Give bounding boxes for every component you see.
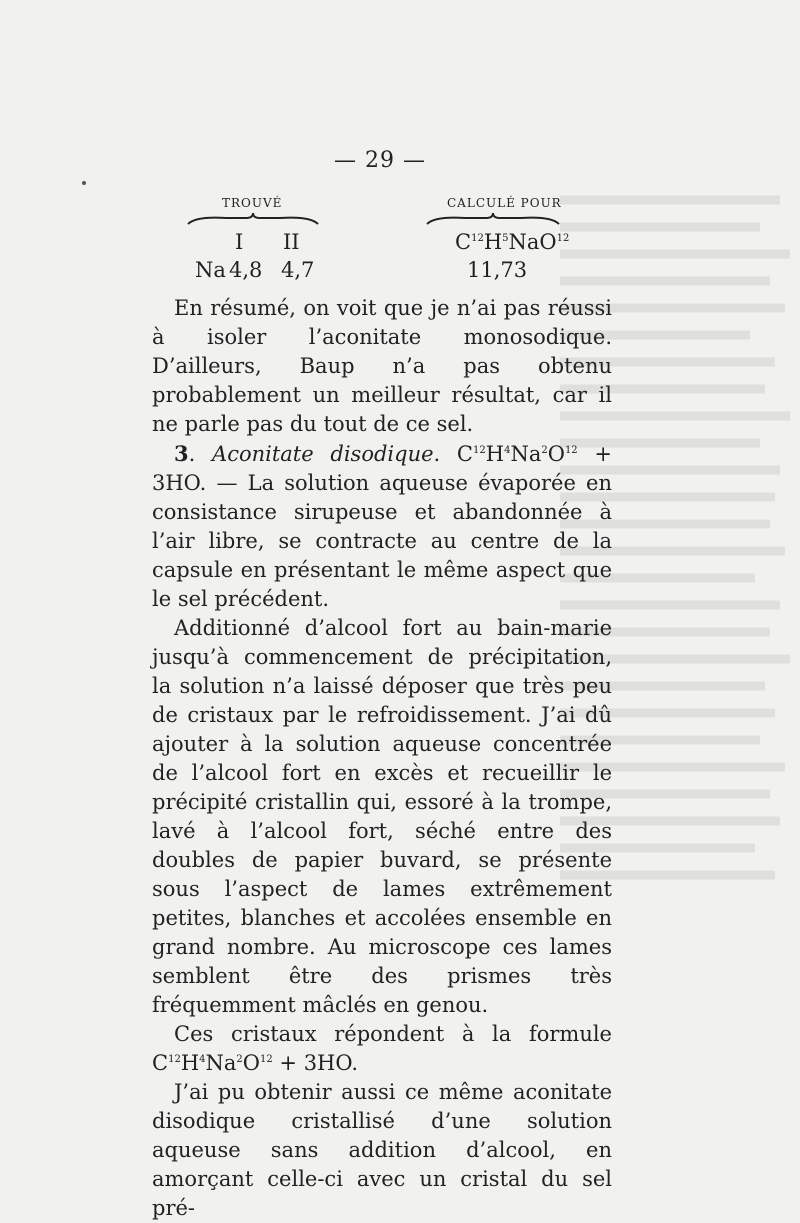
column-i: I	[235, 230, 244, 254]
paragraph-1: En résumé, on voit que je n’ai pas réussi à isoler l’aconitate monosodique. D’ailleurs, Baup n’a pas obtenu probablement un meilleur résultat, car il ne parle pas du tout de ce sel.	[152, 296, 612, 436]
brace-right	[425, 212, 561, 228]
paragraph-3: Additionné d’alcool fort au bain-marie jusqu’à commencement de précipitation, la solution n’a laissé déposer que très peu de cristaux par le refroidissement. J’ai dû ajouter à la solution aqueuse concentrée de l’alcool fort en excès et recueillir le précipité cristallin qui, essoré à la trompe, lavé à l’alcool fort, séché entre des doubles de papier buvard, se présente sous l’aspect de lames extrêmement petites, blanches et accolées ensemble en grand nombre. Au microscope ces lames semblent être des prismes très fréquemment mâclés en genou.	[152, 616, 612, 1017]
value-calculated: 11,73	[467, 258, 528, 282]
paragraph-2: 3. Aconitate disodique. $C^{12}H^4Na^2O^{12} + 3HO$. — La solution aqueuse évaporée en consistance sirupeuse et abandonnée à l’air libre, se contracte au centre de la capsule en présentant le même aspect que le sel précédent.	[152, 441, 613, 611]
speck	[82, 181, 86, 185]
section-number: 3	[174, 441, 189, 466]
header-trouve: TROUVÉ	[222, 196, 283, 210]
column-formula: $C^{12}H^5NaO^{12}$	[455, 230, 570, 254]
header-calcule-pour: CALCULÉ POUR	[447, 196, 562, 210]
brace-left	[186, 212, 320, 228]
column-ii: II	[283, 230, 300, 254]
value-i: 4,8	[229, 258, 263, 282]
row-label-na: Na	[195, 258, 226, 282]
body-text	[152, 294, 612, 1223]
value-ii: 4,7	[281, 258, 315, 282]
section-title: Aconitate disodique.	[212, 442, 441, 466]
paragraph-5: J’ai pu obtenir aussi ce même aconitate disodique cristallisé d’une solution aqueuse sans addition d’alcool, en amorçant celle-ci avec un cristal du sel pré-	[152, 1080, 612, 1220]
paragraph-4: Ces cristaux répondent à la formule $C^{12}H^4Na^2O^{12} + 3HO$.	[152, 1022, 612, 1075]
page-number: — 29 —	[334, 148, 426, 173]
